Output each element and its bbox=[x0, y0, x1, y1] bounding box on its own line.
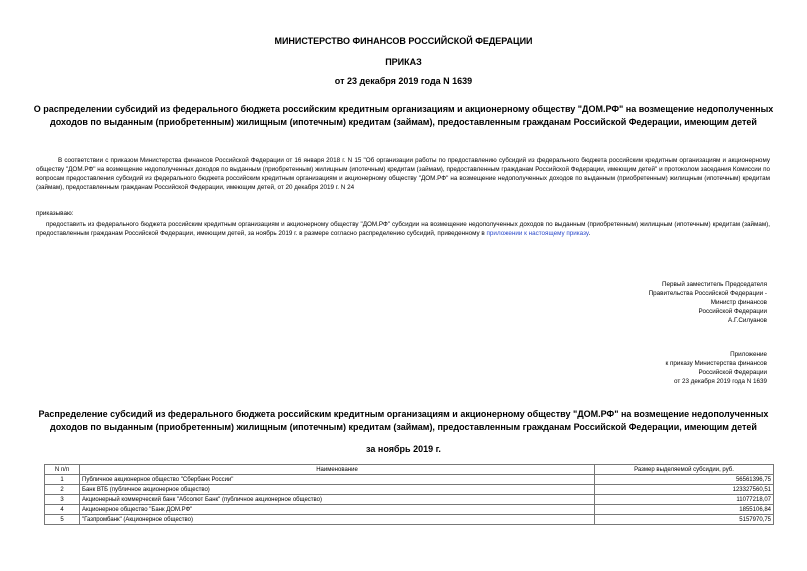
row-amount: 123327560,51 bbox=[595, 485, 774, 495]
row-amount: 56561396,75 bbox=[595, 475, 774, 485]
document-type: ПРИКАЗ bbox=[385, 57, 422, 67]
row-name: Акционерный коммерческий банк "Абсолют Банк" (публичное акционерное общество) bbox=[80, 495, 595, 505]
row-number: 2 bbox=[45, 485, 80, 495]
subsidy-table bbox=[44, 464, 774, 525]
appendix-title bbox=[0, 408, 807, 434]
order-paragraph bbox=[36, 220, 770, 238]
signature-line1: Первый заместитель Председателя bbox=[661, 281, 767, 288]
row-name: Банк ВТБ (публичное акционерное общество) bbox=[80, 485, 595, 495]
header-name: Наименование bbox=[80, 465, 595, 475]
order-word: приказываю: bbox=[36, 210, 74, 217]
appendix-ref-line2: к приказу Министерства финансов bbox=[665, 360, 767, 367]
header-number: N п/п bbox=[45, 465, 80, 475]
row-name: Публичное акционерное общество "Сбербанк России" bbox=[80, 475, 595, 485]
ministry-name: МИНИСТЕРСТВО ФИНАНСОВ РОССИЙСКОЙ ФЕДЕРАЦИИ bbox=[274, 36, 533, 46]
table-header-row bbox=[45, 465, 774, 475]
appendix-title-line1: Распределение субсидий из федерального бюджета российским кредитным организациям и акционерному обществу "ДОМ.РФ" на возмещение недополученных bbox=[38, 409, 769, 419]
row-number: 4 bbox=[45, 505, 80, 515]
document-title bbox=[0, 103, 807, 129]
table-row bbox=[45, 505, 774, 515]
header-amount: Размер выделяемой субсидии, руб. bbox=[595, 465, 774, 475]
order-text: предоставить из федерального бюджета российским кредитным организациям и акционерному обществу "ДОМ.РФ" субсидии на возмещение недополученных доходов по выданным (приобретенным) жилищным (ипотечным) кредитам (займам), предоставленным гражданам Российской Федерации, имеющим детей, за ноябрь 2019 г. в размере согласно распределению субсидий, приведенному в bbox=[36, 221, 770, 237]
table-row bbox=[45, 475, 774, 485]
document-date-number: от 23 декабря 2019 года N 1639 bbox=[334, 76, 473, 86]
signature-line4: Российской Федерации bbox=[698, 308, 767, 315]
appendix-period: за ноябрь 2019 г. bbox=[366, 444, 441, 454]
signature-block bbox=[520, 280, 767, 325]
appendix-ref-line1: Приложение bbox=[730, 351, 767, 358]
appendix-reference bbox=[520, 350, 767, 386]
row-name: "Газпромбанк" (Акционерное общество) bbox=[80, 515, 595, 525]
row-number: 1 bbox=[45, 475, 80, 485]
signature-line2: Правительства Российской Федерации - bbox=[648, 290, 767, 297]
document-title-line1: О распределении субсидий из федерального бюджета российским кредитным организациям и акционерному обществу "ДОМ.РФ" на возмещение недополученных bbox=[33, 104, 774, 114]
table-row bbox=[45, 515, 774, 525]
row-amount: 5157970,75 bbox=[595, 515, 774, 525]
row-amount: 1855106,84 bbox=[595, 505, 774, 515]
row-number: 5 bbox=[45, 515, 80, 525]
preamble-paragraph: В соответствии с приказом Министерства финансов Российской Федерации от 16 января 2018 г. N 15 "Об организации работы по предоставлению субсидий из федерального бюджета российским кредитным организациям и акционерному обществу "ДОМ.РФ" на возмещение недополученных доходов по выданным (приобретенным) жилищным (ипотечным) кредитам (займам), предоставленным гражданам Российской Федерации, имеющим детей" и протоколом заседания Комиссии по вопросам предоставления субсидий из федерального бюджета российским кредитным организациям и акционерному обществу "ДОМ.РФ" на возмещение недополученных доходов по выданным (приобретенным) жилищным (ипотечным) кредитам (займам), предоставленным гражданам Российской Федерации, имеющим детей, от 20 декабря 2019 г. N 24 bbox=[36, 157, 770, 191]
table-row bbox=[45, 495, 774, 505]
appendix-title-line2: доходов по выданным (приобретенным) жилищным (ипотечным) кредитам (займам), предоставленным гражданам Российской Федерации, имеющим детей bbox=[50, 422, 757, 432]
appendix-ref-line4: от 23 декабря 2019 года N 1639 bbox=[673, 378, 767, 385]
row-amount: 11077218,07 bbox=[595, 495, 774, 505]
order-end: . bbox=[588, 230, 591, 237]
table-row bbox=[45, 485, 774, 495]
row-number: 3 bbox=[45, 495, 80, 505]
appendix-ref-line3: Российской Федерации bbox=[698, 369, 767, 376]
appendix-link[interactable]: приложении к настоящему приказу bbox=[486, 230, 589, 237]
signature-line3: Министр финансов bbox=[710, 299, 767, 306]
document-title-line2: доходов по выданным (приобретенным) жилищным (ипотечным) кредитам (займам), предоставленным гражданам Российской Федерации, имеющим детей bbox=[50, 117, 757, 127]
signature-name: А.Г.Силуанов bbox=[728, 317, 767, 324]
row-name: Акционерное общество "Банк ДОМ.РФ" bbox=[80, 505, 595, 515]
